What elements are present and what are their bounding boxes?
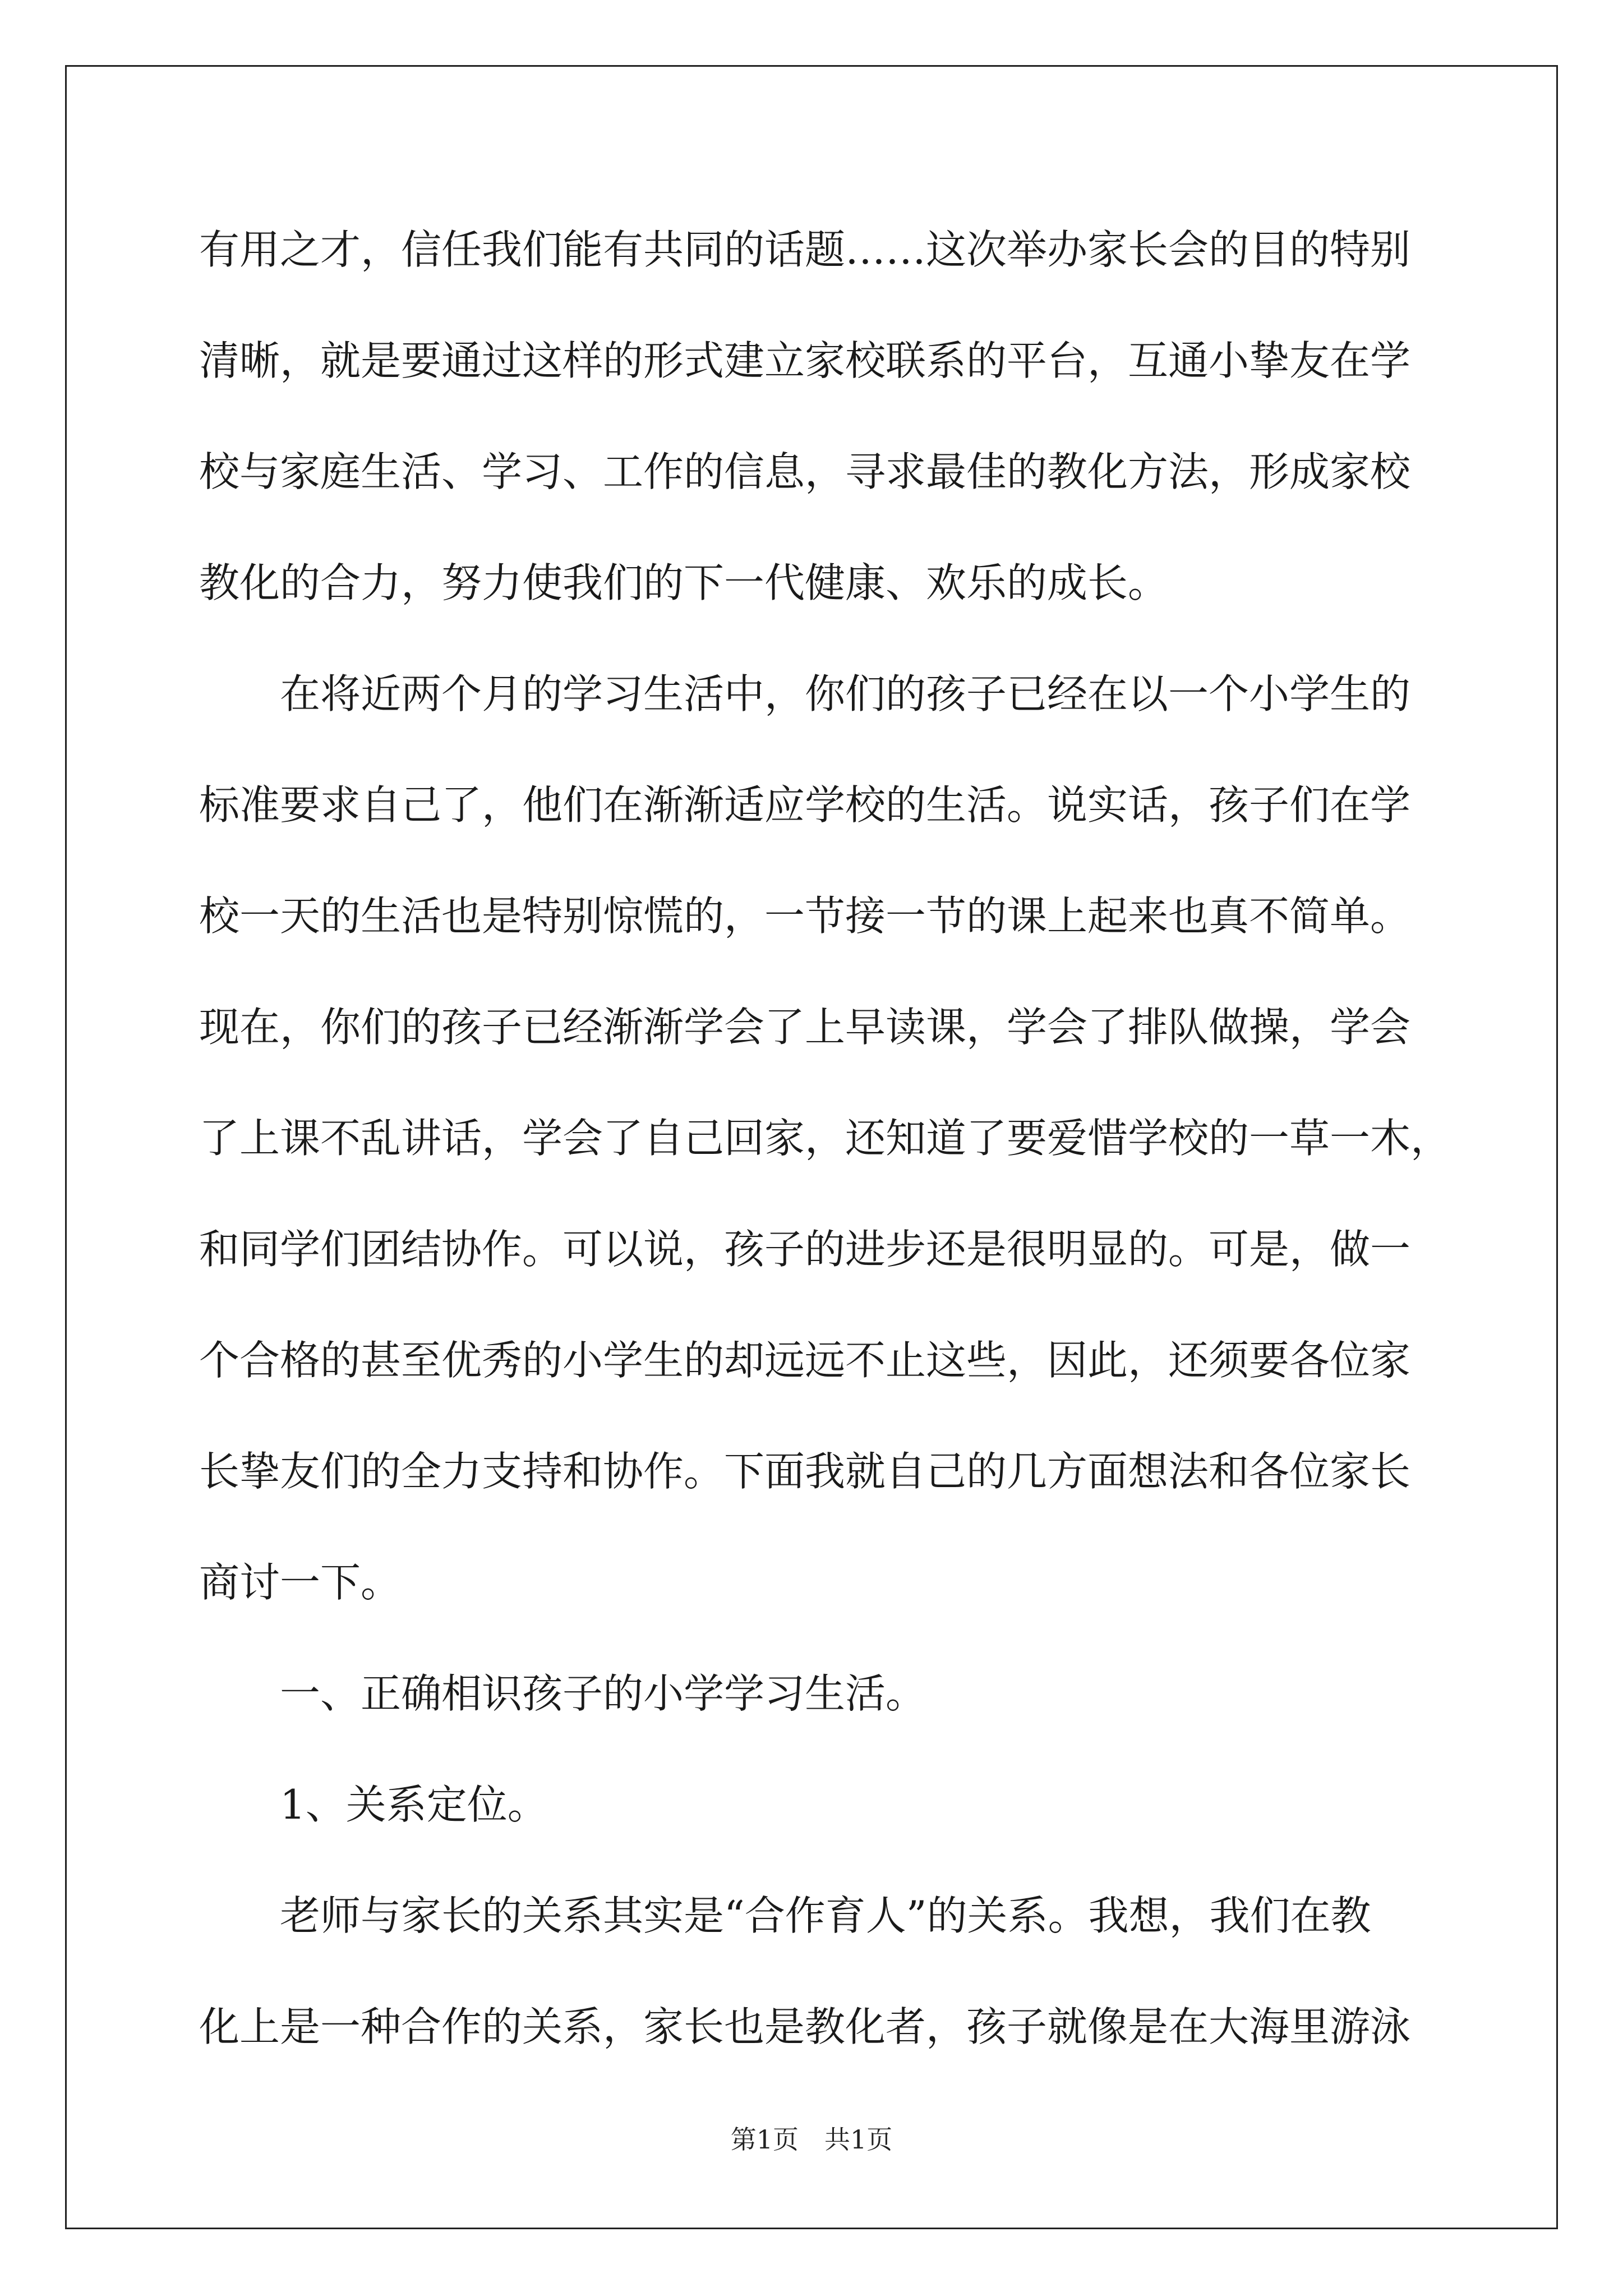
text-line: 和同学们团结协作。可以说，孩子的进步还是很明显的。可是，做一	[199, 1226, 1411, 1273]
text-line: 校一天的生活也是特别惊慌的，一节接一节的课上起来也真不简单。	[199, 892, 1411, 940]
section-heading: 一、正确相识孩子的小学学习生活。	[280, 1670, 926, 1717]
text-line: 教化的合力，努力使我们的下一代健康、欢乐的成长。	[199, 559, 1169, 606]
text-line: 老师与家长的关系其实是“合作育人”的关系。我想，我们在教	[280, 1892, 1371, 1939]
text-line: 有用之才，信任我们能有共同的话题……这次举办家长会的目的特别	[199, 226, 1411, 273]
text-line: 了上课不乱讲话，学会了自己回家，还知道了要爱惜学校的一草一木，	[199, 1115, 1451, 1162]
document-body	[199, 216, 1451, 2104]
text-line: 标准要求自己了，他们在渐渐适应学校的生活。说实话，孩子们在学	[199, 781, 1411, 829]
text-line: 个合格的甚至优秀的小学生的却远远不止这些，因此，还须要各位家	[199, 1337, 1411, 1384]
text-line: 在将近两个月的学习生活中，你们的孩子已经在以一个小学生的	[280, 670, 1411, 717]
text-line: 化上是一种合作的关系，家长也是教化者，孩子就像是在大海里游泳	[199, 2003, 1411, 2050]
text-line: 长挚友们的全力支持和协作。下面我就自己的几方面想法和各位家长	[199, 1448, 1411, 1495]
text-line: 清晰，就是要通过这样的形式建立家校联系的平台，互通小挚友在学	[199, 337, 1411, 384]
page-number-footer: 第1页 共1页	[730, 2124, 893, 2155]
text-line: 校与家庭生活、学习、工作的信息，寻求最佳的教化方法，形成家校	[199, 448, 1411, 495]
text-line: 商讨一下。	[199, 1559, 402, 1606]
subsection-heading: 1、关系定位。	[280, 1781, 548, 1828]
text-line: 现在，你们的孩子已经渐渐学会了上早读课，学会了排队做操，学会	[199, 1004, 1411, 1051]
